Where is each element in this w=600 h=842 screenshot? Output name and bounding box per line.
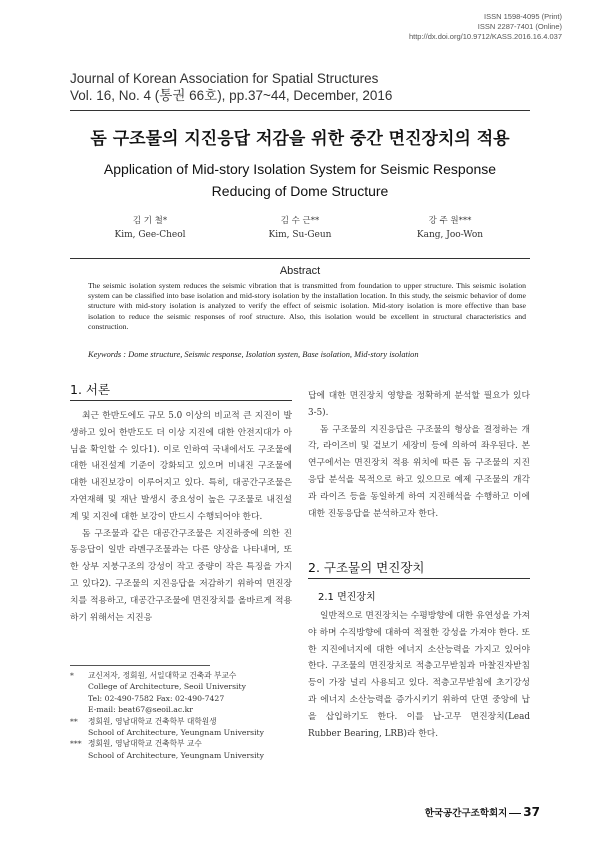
section-1-paragraph-2: 돔 구조물과 같은 대공간구조물은 지진하중에 의한 진동응답이 일반 라멘구조물과는 다른 양상을 나타내며, 또한 상부 지붕구조의 강성이 작고 중량이 작은 특징을 가지고 있다2). 구조물의 지진응답을 저감하기 위하여 면진장치를 적용하고, 대공간구조물에 면진장치를 올바르게 적용하기 위해서는 지진응 — [70, 528, 292, 623]
footnote-2-line-1: 정회원, 영남대학교 건축학부 대학원생 — [88, 716, 217, 726]
author-2-english: Kim, Su-Geun — [268, 230, 332, 240]
footnote-1-line-1: 교신저자, 정회원, 서일대학교 건축과 부교수 — [88, 671, 237, 680]
footnote-3-mark: *** — [70, 739, 82, 749]
author-3-korean: 강 주 원*** — [428, 216, 472, 226]
footnote-1-mark: * — [70, 671, 74, 680]
author-3-english: Kang, Joo-Won — [416, 230, 484, 240]
author-1 — [70, 214, 230, 242]
footnote-2-line-2: School of Architecture, Yeungnam University — [88, 728, 264, 738]
korean-title: 돔 구조물의 지진응답 저감을 위한 중간 면진장치의 적용 — [90, 129, 510, 149]
section-2-rule — [308, 578, 530, 579]
english-title-line1: Application of Mid-story Isolation System for Seismic Response — [103, 161, 497, 177]
footnote-3-line-2: School of Architecture, Yeungnam University — [88, 750, 264, 760]
footer-journal: 한국공간구조학회지 — [424, 808, 508, 819]
page-number: 37 — [523, 805, 540, 819]
footnote-3-line-1: 정회원, 영남대학교 건축학부 교수 — [88, 739, 202, 749]
section-2-1-paragraph-1: 일반적으로 면진장치는 수평방향에 대한 유연성을 가져야 하며 수직방향에 대하여 적절한 강성을 가져야 한다. 또한 지진에너지에 대한 에너지 소산능력을 가지고 있어야 한다. 구조물의 면진장치로 적층고무받침과 마찰진자받침 등이 가장 널리 사용되고 있다. 적층고무받침에 초기강성과 에너지 소산능력을 증가시키기 위하여 단면 중앙에 납을 삽입하기도 한다. 이를 납-고무 면진장치(Lead Rubber Bearing, LRB)라 한다. — [308, 611, 530, 739]
section-1-rule — [70, 400, 292, 401]
footnote-2-mark: ** — [70, 716, 78, 726]
journal-header — [70, 70, 392, 104]
english-title — [0, 158, 600, 202]
footnote-rule — [70, 665, 210, 666]
journal-name: Journal of Korean Association for Spatial Structures — [70, 71, 379, 86]
section-2-title: 2. 구조물의 면진장치 — [308, 560, 425, 575]
footnote-1 — [70, 670, 290, 716]
author-1-korean: 김 기 철* — [132, 216, 168, 226]
abstract-body: The seismic isolation system reduces the seismic vibration that is transmitted from foundation to upper structure. This seismic isolation system can be classified into base isolation and mid-story isolation by the installation location. In this study, the seismic behavior of dome structure with mid-story isolation is analyzed to verify the effect of seismic isolation. Mid-story isolation is more effective than base isolation to reduce the seismic responses of roof structure. Also, this isolation would be excellent in structural characteristics and construction. — [88, 281, 526, 331]
footer-separator — [509, 813, 521, 814]
section-2-1-title: 2.1 면진장치 — [318, 592, 376, 603]
abstract-heading: Abstract — [279, 265, 321, 277]
author-1-english: Kim, Gee-Cheol — [114, 230, 186, 240]
issn-online: ISSN 2287-7401 (Online) — [477, 22, 562, 31]
section-1-paragraph-4: 돔 구조물의 지진응답은 구조물의 형상을 결정하는 개각, 라이즈비 및 겉보기 세장비 등에 의하여 좌우된다. 본 연구에서는 면진장치 적용 위치에 따른 돔 구조물의 지진응답 분석을 목적으로 하고 있으므로 예제 구조물의 개각과 라이즈 등을 동일하게 하여 지진해석을 수행하고 이에 대한 진동응답을 분석하고자 한다. — [308, 424, 530, 519]
issn-block — [409, 12, 562, 42]
author-2-korean: 김 수 근** — [280, 216, 320, 226]
author-3 — [370, 214, 530, 242]
right-column — [308, 388, 530, 522]
footnote-2 — [70, 716, 290, 739]
author-2 — [220, 214, 380, 242]
issn-print: ISSN 1598-4095 (Print) — [484, 12, 562, 21]
footnote-1-line-4: E-mail: beat67@seoil.ac.kr — [88, 705, 193, 715]
section-1-paragraph-3: 답에 대한 면진장치 영향을 정확하게 분석할 필요가 있다3-5). — [308, 391, 530, 418]
section-1-title: 1. 서론 — [70, 382, 111, 397]
footnotes — [70, 670, 290, 761]
left-column — [70, 408, 292, 626]
volume-info: Vol. 16, No. 4 (통권 66호), pp.37~44, December, 2016 — [70, 88, 393, 103]
keywords: Keywords : Dome structure, Seismic response, Isolation systen, Base isolation, Mid-story isolation — [88, 350, 419, 359]
abstract-rule — [70, 258, 530, 259]
section-2-1-body — [308, 608, 530, 742]
footnote-1-line-3: Tel: 02-490-7582 Fax: 02-490-7427 — [88, 693, 225, 703]
english-title-line2: Reducing of Dome Structure — [211, 183, 389, 199]
footnote-3 — [70, 738, 290, 761]
doi-link[interactable]: http://dx.doi.org/10.9712/KASS.2016.16.4.037 — [408, 32, 562, 41]
section-1-paragraph-1: 최근 한반도에도 규모 5.0 이상의 비교적 큰 지진이 발생하고 있어 한반도도 더 이상 지진에 대한 안전지대가 아님을 확인할 수 있다1). 이로 인하여 국내에서도 구조물에 대한 내진설계 기준이 강화되고 있으며 비내진 구조물에 대한 내진보강이 이루어지고 있다. 특히, 대공간구조물은 자연재해 및 재난 발생시 중요성이 높은 구조물로 내진설계 및 지진에 대한 보강이 반드시 수행되어야 한다. — [70, 411, 292, 522]
footnote-1-line-2: College of Architecture, Seoil University — [88, 682, 246, 692]
header-rule — [70, 110, 530, 111]
page-footer — [425, 805, 540, 819]
